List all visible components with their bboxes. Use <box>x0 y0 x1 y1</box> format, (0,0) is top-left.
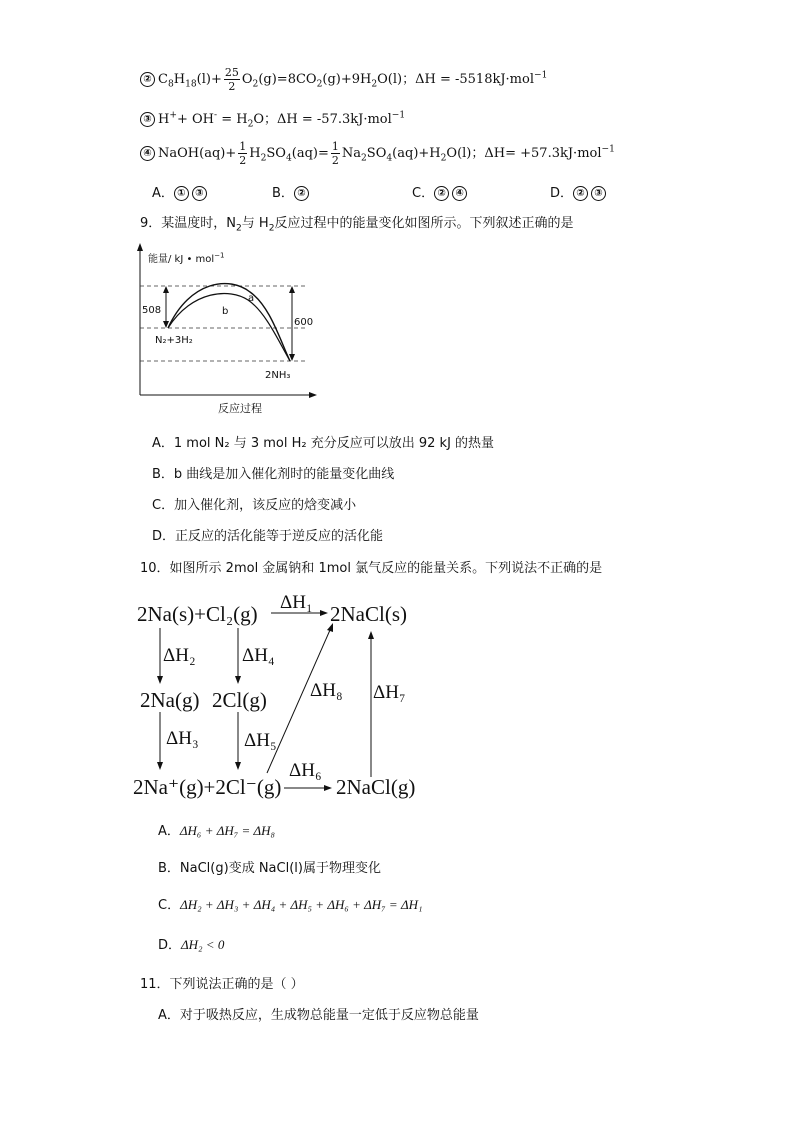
node-bottom-right: 2NaCl(g) <box>336 775 416 799</box>
curve-b-label: b <box>222 306 229 317</box>
curve-b <box>168 293 290 361</box>
label-dH3: ΔH₃ <box>166 728 199 749</box>
q10-option-b[interactable]: B．NaCl(g)变成 NaCl(l)属于物理变化 <box>158 861 381 876</box>
label-508: 508 <box>142 305 162 316</box>
node-bottom-left: 2Na⁺(g)+2Cl⁻(g) <box>133 775 282 799</box>
q9-option-c[interactable]: C．加入催化剂，该反应的焓变减小 <box>152 498 357 513</box>
circled-number: ③ <box>140 112 155 127</box>
label-dH2: ΔH₂ <box>163 645 196 666</box>
circled-number: ② <box>140 72 155 87</box>
q8-option-c[interactable]: C． ② ④ <box>412 182 470 201</box>
q9-option-a[interactable]: A．1 mol N₂ 与 3 mol H₂ 充分反应可以放出 92 kJ 的热量 <box>152 436 495 451</box>
q9-option-d[interactable]: D．正反应的活化能等于逆反应的活化能 <box>152 529 384 544</box>
label-600: 600 <box>294 317 314 328</box>
reactants-label: N₂+3H₂ <box>155 335 193 346</box>
curve-a-label: a <box>248 293 255 304</box>
node-top-left: 2Na(s)+Cl₂(g) <box>137 602 258 626</box>
q8-option-a[interactable]: A． ① ③ <box>152 182 210 201</box>
circled-number: ④ <box>140 146 155 161</box>
q9-option-b[interactable]: B．b 曲线是加入催化剂时的能量变化曲线 <box>152 467 395 482</box>
equation-3: ③ $H^++ OH^- = H_2O$；ΔH = -57.3kJ·mol$^{-1}$ <box>140 108 405 130</box>
q8-option-d[interactable]: D． ② ③ <box>550 182 609 201</box>
curve-a <box>168 284 290 361</box>
label-dH4: ΔH₄ <box>242 645 275 666</box>
q9-stem: 9．某温度时，$N_2$与 $H_2$反应过程中的能量变化如图所示。下列叙述正确的是 <box>140 216 574 234</box>
label-dH5: ΔH₅ <box>244 730 277 751</box>
x-axis-arrow <box>309 392 317 398</box>
q10-option-a[interactable]: A．ΔH₆ + ΔH₇ = ΔH₈ <box>158 823 276 839</box>
fraction: $\frac{25}{2}$ <box>224 66 239 93</box>
fraction: $\frac{1}{2}$ <box>331 140 339 167</box>
y-axis-label: 能量/ kJ • mol$^{-1}$ <box>148 251 225 265</box>
equation-4: ④ NaOH(aq)+ $\frac{1}{2}$ $H_2SO_4(aq)=$ $\frac{1}{2}$ $Na_2SO_4(aq)+H_2O(l)$；ΔH= +57.3kJ·mol$^{-1}$ <box>140 140 615 167</box>
q11-stem: 11．下列说法正确的是（ ） <box>140 977 304 992</box>
q11-option-a[interactable]: A．对于吸热反应，生成物总能量一定低于反应物总能量 <box>158 1008 479 1023</box>
y-axis-arrow <box>137 243 143 251</box>
fraction: $\frac{1}{2}$ <box>239 140 247 167</box>
x-axis-label: 反应过程 <box>218 402 262 415</box>
node-top-right: 2NaCl(s) <box>330 602 407 626</box>
node-mid-left: 2Na(g) <box>140 688 200 712</box>
label-dH1: ΔH₁ <box>280 592 313 613</box>
product-label: 2NH₃ <box>265 370 291 381</box>
label-dH8: ΔH₈ <box>310 680 343 701</box>
q10-option-d[interactable]: D．ΔH₂ < 0 <box>158 937 225 953</box>
label-dH6: ΔH₆ <box>289 760 322 781</box>
q10-option-c[interactable]: C．ΔH₂ + ΔH₃ + ΔH₄ + ΔH₅ + ΔH₆ + ΔH₇ = ΔH₁ <box>158 897 423 913</box>
energy-profile-figure <box>130 240 330 420</box>
node-mid-right: 2Cl(g) <box>212 688 267 712</box>
q10-stem: 10．如图所示 2mol 金属钠和 1mol 氯气反应的能量关系。下列说法不正确的是 <box>140 561 603 576</box>
label-dH7: ΔH₇ <box>373 682 406 703</box>
q8-option-b[interactable]: B． ② <box>272 182 312 201</box>
equation-2: ② $C_8H_{18}(l)+$ $\frac{25}{2}$ $O_2(g)=8CO_2(g)+9H_2O(l)$；ΔH = -5518kJ·mol$^{-1}$ <box>140 66 547 93</box>
